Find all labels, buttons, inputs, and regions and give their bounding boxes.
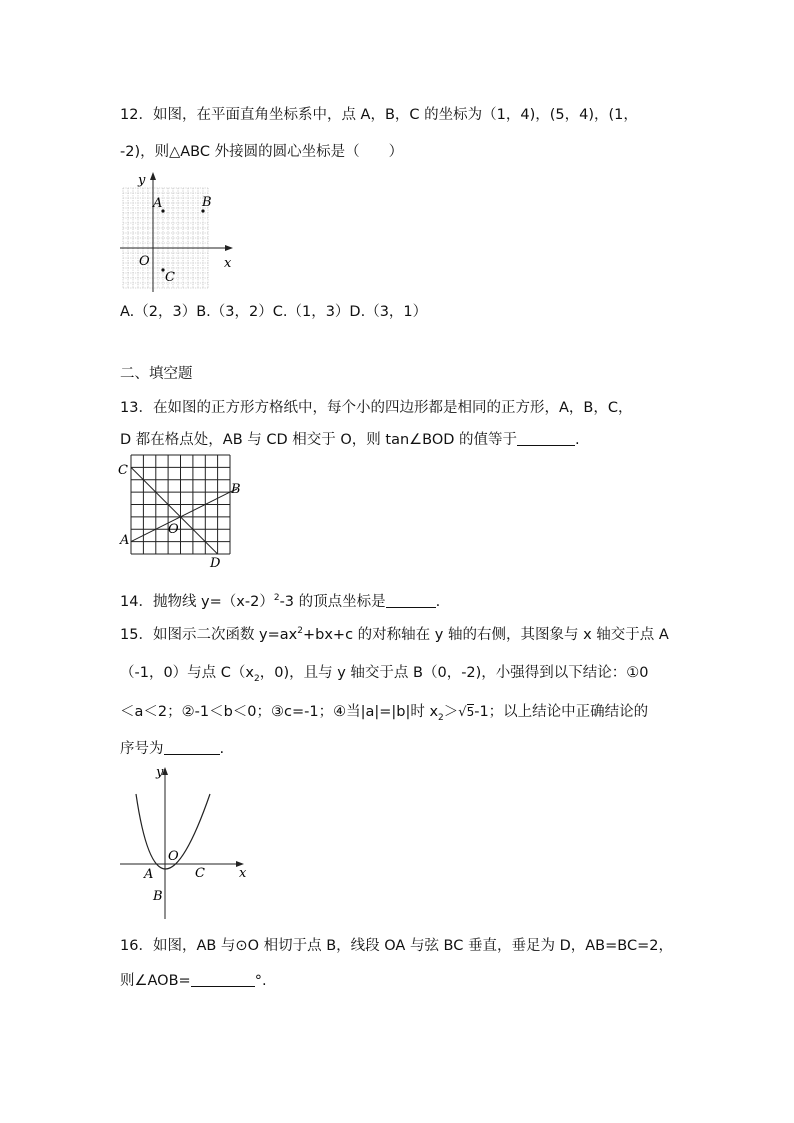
q15-l4: 序号为: [120, 741, 164, 757]
q14-answer-blank[interactable]: [386, 593, 436, 609]
q13-line2: [120, 428, 580, 449]
origin-label: O: [168, 849, 179, 864]
point-o-label: O: [168, 522, 179, 537]
q14-pre: 14．抛物线 y=（x-2）: [120, 594, 274, 610]
q15-l3a: ＜a＜2；②-1＜b＜0；③c=-1；④当|a|=|b|时 x: [120, 704, 439, 720]
q15-line4: [120, 737, 224, 758]
q13-answer-blank[interactable]: [517, 431, 575, 447]
q15-line1: [120, 623, 669, 644]
q15-line2: [120, 661, 649, 684]
q15-l2b: ，0)，且与 y 轴交于点 B（0，-2)，小强得到以下结论：①0: [259, 665, 649, 681]
q16-line1: 16．如图，AB 与⊙O 相切于点 B，线段 OA 与弦 BC 垂直，垂足为 D，AB=BC=2，: [120, 938, 673, 954]
q15-line3: [120, 700, 648, 723]
q15-l2a: （-1，0）与点 C（x: [120, 665, 254, 681]
q13-end: .: [575, 432, 580, 448]
point-a-label: A: [153, 196, 163, 211]
q14-end: .: [435, 594, 441, 610]
q15-l1a: 15．如图示二次函数 y=ax: [120, 627, 298, 643]
q15-answer-blank[interactable]: [164, 740, 220, 756]
q15-l2sub: 2: [254, 673, 260, 684]
q12-line2: -2)，则△ABC 外接圆的圆心坐标是（ ）: [120, 144, 404, 160]
q14-line: [120, 590, 440, 611]
q12-line1: 12．如图，在平面直角坐标系中，点 A，B，C 的坐标为（1，4)，(5，4)，(1，: [120, 107, 638, 123]
sqrt-radicand: 5: [466, 705, 475, 719]
q14-exp: 2: [273, 593, 280, 604]
point-b-label: B: [231, 482, 241, 497]
q12-options: A.（2，3）B.（3，2）C.（1，3）D.（3，1）: [120, 304, 428, 320]
sqrt-sign: √: [458, 705, 467, 720]
q12-coordinate-grid-figure: [118, 168, 243, 294]
point-c-label: C: [118, 463, 128, 478]
point-b-label: B: [202, 195, 212, 210]
point-a-label: A: [120, 533, 130, 548]
origin-label: O: [139, 254, 150, 269]
q15-l1b: +bx+c 的对称轴在 y 轴的右侧，其图象与 x 轴交于点 A: [303, 627, 669, 643]
x-axis-label: x: [239, 866, 247, 881]
q14-post: -3 的顶点坐标是: [279, 594, 386, 610]
point-d-label: D: [210, 556, 221, 570]
point-b-label: B: [153, 889, 163, 904]
x-axis-label: x: [224, 256, 232, 271]
q15-l3sub: 2: [438, 712, 444, 723]
q16-line2a: 则∠AOB=: [120, 973, 191, 989]
q13-line1: 13．在如图的正方形方格纸中，每个小的四边形都是相同的正方形，A，B，C，: [120, 400, 633, 416]
q15-parabola-figure: [118, 762, 250, 922]
q15-end: .: [219, 741, 225, 757]
q16-line2b: °.: [254, 973, 267, 989]
q15-l3c: -1；以上结论中正确结论的: [474, 704, 649, 720]
section-heading: 二、填空题: [120, 366, 193, 382]
q16-answer-blank[interactable]: [191, 972, 255, 988]
point-a-label: A: [144, 867, 154, 882]
point-c-label: C: [165, 270, 175, 285]
segment-cd: [131, 467, 218, 554]
point-c-label: C: [195, 866, 205, 881]
y-axis-label: y: [156, 765, 164, 780]
q15-l1sup: 2: [297, 626, 303, 637]
y-axis-label: y: [138, 173, 146, 188]
q16-line2: [120, 969, 267, 990]
q13-text: D 都在格点处，AB 与 CD 相交于 O，则 tan∠BOD 的值等于: [120, 432, 518, 448]
q15-l3b: ＞: [443, 704, 459, 720]
q13-square-grid-figure: [113, 452, 258, 570]
